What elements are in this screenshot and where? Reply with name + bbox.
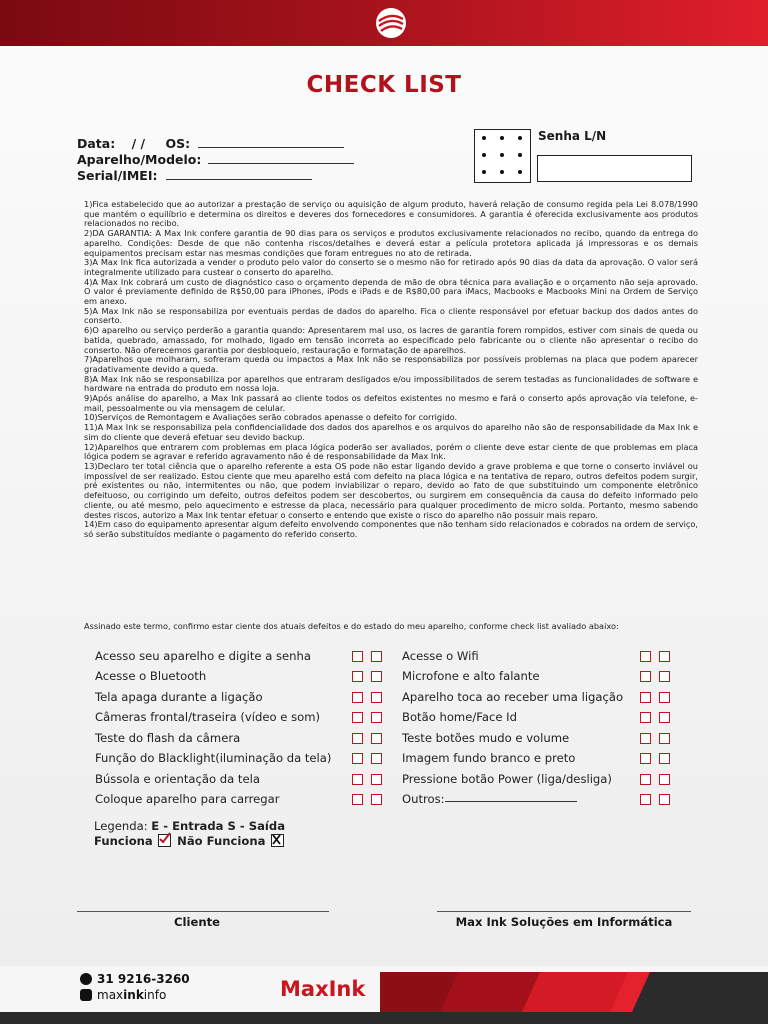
saida-checkbox[interactable] bbox=[371, 753, 382, 764]
checklist-item: Bússola e orientação da tela bbox=[95, 772, 260, 786]
entrada-checkbox[interactable] bbox=[640, 733, 651, 744]
checklist-item: Teste do flash da câmera bbox=[95, 731, 241, 745]
senha-input[interactable] bbox=[537, 155, 692, 182]
senha-label: Senha L/N bbox=[538, 129, 607, 143]
whatsapp-icon bbox=[80, 973, 92, 985]
instagram-bold: ink bbox=[123, 988, 144, 1002]
term-6: 6)O aparelho ou serviço perderão a garantia quando: Apresentarem mal uso, os lacres de garantia forem rompidos, estiver com sinais de queda ou batida, quebrado, amassado, for molhado, ligado em tensão incorreta ao especificado pelo fabricante ou o cliente não apresentar o recibo do conserto. Não oferecemos garantia por desbloqueio, restauração e formatação de aparelhos. bbox=[84, 325, 698, 355]
instagram-contact bbox=[80, 988, 166, 1002]
os-label: OS: bbox=[165, 136, 191, 151]
saida-checkbox[interactable] bbox=[659, 671, 670, 682]
legend bbox=[94, 819, 286, 849]
pattern-grid-icon[interactable] bbox=[474, 129, 531, 183]
term-11: 11)A Max Ink se responsabiliza pela confidencialidade dos dados dos aparelhos e os arquivos do aparelho não são de responsabilidade da Max Ink e sim do cliente que deverá efetuar seu devido backup. bbox=[84, 422, 698, 442]
checklist-item: Outros: bbox=[402, 792, 445, 806]
footer-dark-band bbox=[0, 1012, 768, 1024]
aparelho-field[interactable] bbox=[208, 152, 354, 164]
assinado-text: Assinado este termo, confirmo estar ciente dos atuais defeitos e do estado do meu aparelho, conforme check list avaliado abaixo: bbox=[84, 621, 619, 631]
os-field[interactable] bbox=[198, 136, 344, 148]
data-label: Data: bbox=[77, 136, 116, 151]
outros-field[interactable] bbox=[445, 801, 577, 802]
entrada-checkbox[interactable] bbox=[640, 712, 651, 723]
header-fields bbox=[77, 136, 354, 184]
checklist-item: Botão home/Face Id bbox=[402, 710, 517, 724]
term-3: 3)A Max Ink fica autorizada a vender o produto pelo valor do conserto se o mesmo não for retirado após 90 dias da data da aprovação. O valor será integralmente utilizado para custear o conserto do aparelho. bbox=[84, 257, 698, 277]
term-13: 13)Declaro ter total ciência que o aparelho referente a esta OS pode não estar ligando devido a grave problema e que torne o conserto inviável ou impossível de ser realizado. Estou ciente que meu aparelho está com defeito na placa lógica e na tentativa de reparo, outros defeitos podem surgir, pré existentes ou não, intermitentes ou não, que podem inviabilizar o reparo, devido ao fato de que substituindo um componente eletrônico defeituoso, ou corrigindo um defeito, outros defeitos podem ser descobertos, ou surgirem em consequência da causa do defeito informado pelo cliente, ou até mesmo, pelo aquecimento e estresse da placa, necessário para qualquer procedimento de micro solda. Portanto, mesmo sabendo destes riscos, autorizo a Max Ink tentar efetuar o conserto e entendo que existe o risco do aparelho não possuir mais reparo. bbox=[84, 460, 698, 520]
checkmark-icon bbox=[158, 834, 171, 847]
entrada-checkbox[interactable] bbox=[352, 712, 363, 723]
legend-codes: E - Entrada S - Saída bbox=[151, 819, 286, 833]
entrada-checkbox[interactable] bbox=[352, 651, 363, 662]
empresa-label: Max Ink Soluções em Informática bbox=[455, 915, 673, 929]
saida-checkbox[interactable] bbox=[659, 692, 670, 703]
terms-text bbox=[84, 200, 698, 540]
x-mark-icon bbox=[271, 834, 284, 847]
saida-checkbox[interactable] bbox=[659, 733, 670, 744]
serial-field[interactable] bbox=[166, 168, 312, 180]
footer-stripes bbox=[380, 972, 768, 1012]
checklist-item: Pressione botão Power (liga/desliga) bbox=[402, 772, 612, 786]
term-10: 10)Serviços de Remontagem e Avaliações serão cobrados apenasse o defeito for corrigido. bbox=[84, 412, 458, 423]
phone-number: 31 9216-3260 bbox=[97, 972, 190, 986]
checklist-item: Função do Blacklight(iluminação da tela) bbox=[95, 751, 332, 765]
entrada-checkbox[interactable] bbox=[640, 692, 651, 703]
empresa-signature-line[interactable] bbox=[437, 911, 691, 912]
entrada-checkbox[interactable] bbox=[640, 774, 651, 785]
term-1: 1)Fica estabelecido que ao autorizar a prestação de serviço ou aquisição de algum produto, haverá relação de consumo regida pela Lei 8.078/1990 que mantém o equilíbrio e determina os direitos e deveres dos fornecedores e consumidores. A garantia é oferecida exclusivamente aos produtos relacionados no recibo. bbox=[84, 199, 698, 229]
checklist-item: Coloque aparelho para carregar bbox=[95, 792, 280, 806]
saida-checkbox[interactable] bbox=[371, 712, 382, 723]
legend-prefix: Legenda: bbox=[94, 819, 148, 833]
entrada-checkbox[interactable] bbox=[352, 794, 363, 805]
term-12: 12)Aparelhos que entrarem com problemas em placa lógica poderão ser avaliados, porém o cliente deve estar ciente de que problemas em placa lógica podem se agravar e referido agravamento não é de responsabilidade da Max Ink. bbox=[84, 441, 698, 462]
saida-checkbox[interactable] bbox=[659, 753, 670, 764]
saida-checkbox[interactable] bbox=[659, 651, 670, 662]
term-5: 5)A Max Ink não se responsabiliza por eventuais perdas de dados do aparelho. Fica o cliente responsável por efetuar backup dos dados antes do conserto. bbox=[84, 305, 698, 326]
term-4: 4)A Max Ink cobrará um custo de diagnóstico caso o orçamento dependa de mão de obra técnica para avaliação e o orçamento não seja aprovado. O valor é previamente definido de R$50,00 para iPhones, iPods e iPads e de R$80,00 para iMacs, Macbooks e Macbooks Mini na Ordem de Serviço em anexo. bbox=[84, 276, 698, 307]
saida-checkbox[interactable] bbox=[371, 794, 382, 805]
instagram-icon bbox=[80, 989, 92, 1001]
checklist-item: Microfone e alto falante bbox=[402, 669, 540, 683]
checklist-item: Teste botões mudo e volume bbox=[402, 731, 570, 745]
term-8: 8)A Max Ink não se responsabiliza por aparelhos que entraram desligados e/ou impossibilitados de serem testadas as funcionalidades de software e hardware na entrada do produto em nossa loja. bbox=[84, 373, 698, 394]
entrada-checkbox[interactable] bbox=[640, 671, 651, 682]
cliente-label: Cliente bbox=[174, 915, 220, 929]
entrada-checkbox[interactable] bbox=[640, 794, 651, 805]
checklist-item: Imagem fundo branco e preto bbox=[402, 751, 576, 765]
checklist-item: Tela apaga durante a ligação bbox=[95, 690, 263, 704]
saida-checkbox[interactable] bbox=[371, 692, 382, 703]
term-14: 14)Em caso do equipamento apresentar algum defeito envolvendo componentes que não tenham sido relacionados e cobrados na ordem de serviço, só serão substituídos mediante o pagamento do referido conserto. bbox=[84, 519, 698, 539]
entrada-checkbox[interactable] bbox=[640, 651, 651, 662]
legend-nao-funciona: Não Funciona bbox=[177, 834, 266, 848]
saida-checkbox[interactable] bbox=[371, 774, 382, 785]
term-9: 9)Após análise do aparelho, a Max Ink passará ao cliente todos os defeitos existentes no mesmo e fará o conserto após aprovação via telefone, e-mail, pessoalmente ou via mensagem de celular. bbox=[84, 393, 698, 413]
aparelho-label: Aparelho/Modelo: bbox=[77, 152, 202, 167]
serial-label: Serial/IMEI: bbox=[77, 168, 158, 183]
phone-contact bbox=[80, 972, 190, 986]
term-2: 2)DA GARANTIA: A Max Ink confere garantia de 90 dias para os serviços e produtos exclusivamente relacionados no recibo, quando da entrega do aparelho. Condições: Desde de que não contenha riscos/detalhes e deverá estar a película protetora aplicada já impressoras e os demais equipamentos precisam estar nas mesmas condições que foram entregues no ato de retirada. bbox=[84, 228, 698, 258]
checklist-item: Acesse o Wifi bbox=[402, 649, 479, 663]
entrada-checkbox[interactable] bbox=[352, 774, 363, 785]
legend-funciona: Funciona bbox=[94, 834, 153, 848]
saida-checkbox[interactable] bbox=[659, 794, 670, 805]
saida-checkbox[interactable] bbox=[371, 651, 382, 662]
entrada-checkbox[interactable] bbox=[352, 753, 363, 764]
saida-checkbox[interactable] bbox=[371, 733, 382, 744]
checklist-item: Acesse o Bluetooth bbox=[95, 669, 207, 683]
page-title: CHECK LIST bbox=[306, 72, 462, 98]
checklist-item: Câmeras frontal/traseira (vídeo e som) bbox=[95, 710, 321, 724]
swirl-logo-icon bbox=[374, 6, 408, 40]
saida-checkbox[interactable] bbox=[371, 671, 382, 682]
date-separators: / / bbox=[131, 136, 146, 151]
brand-name: MaxInk bbox=[280, 977, 366, 1001]
cliente-signature-line[interactable] bbox=[77, 911, 329, 912]
instagram-prefix: max bbox=[97, 988, 124, 1002]
checklist-item: Acesso seu aparelho e digite a senha bbox=[95, 649, 311, 663]
entrada-checkbox[interactable] bbox=[352, 733, 363, 744]
checklist-item: Aparelho toca ao receber uma ligação bbox=[402, 690, 624, 704]
saida-checkbox[interactable] bbox=[659, 774, 670, 785]
term-7: 7)Aparelhos que molharam, sofreram queda ou impactos a Max Ink não se responsabiliza por possíveis problemas na placa que podem aparecer gradativamente devido a queda. bbox=[84, 354, 698, 374]
entrada-checkbox[interactable] bbox=[352, 692, 363, 703]
saida-checkbox[interactable] bbox=[659, 712, 670, 723]
entrada-checkbox[interactable] bbox=[352, 671, 363, 682]
instagram-suffix: info bbox=[143, 988, 167, 1002]
entrada-checkbox[interactable] bbox=[640, 753, 651, 764]
